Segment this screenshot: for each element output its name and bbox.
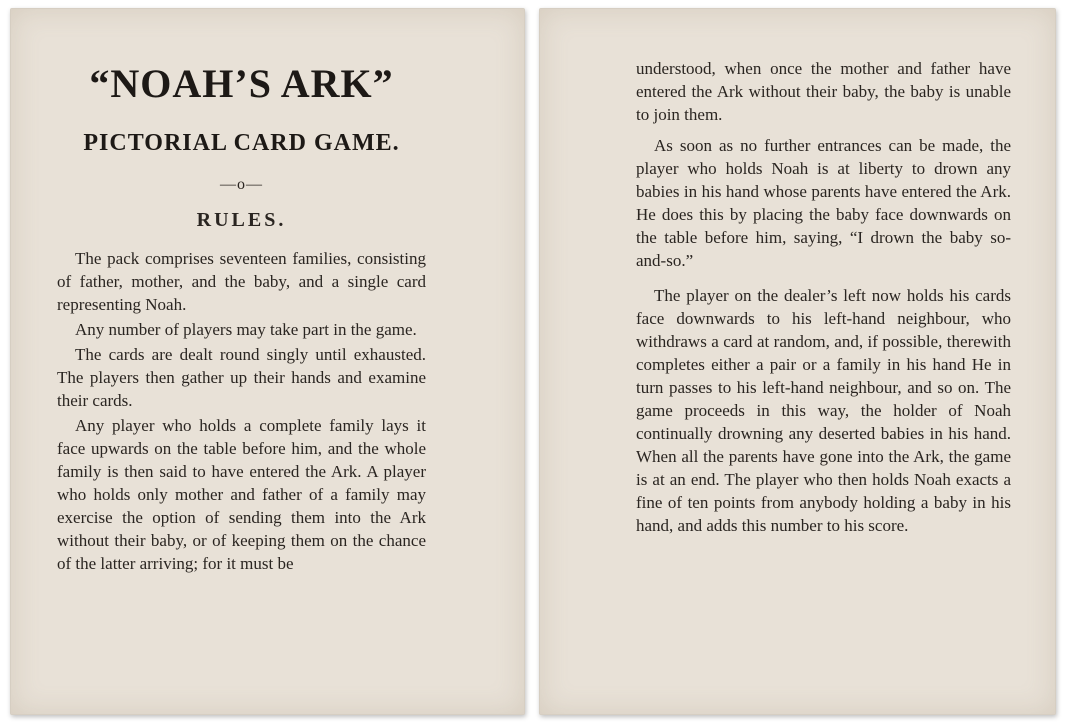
ornamental-divider: —o— [220,176,263,193]
rules-paragraph: The cards are dealt round singly until exhausted. The players then gather up their hands and examine their cards. [57,345,426,410]
rules-paragraph: Any number of players may take part in the game. [75,320,417,339]
rules-paragraph: Any player who holds a complete family lays it face upwards on the table before him, and the whole family is then said to have entered the Ark. A player who holds only mother and father of a family may exercise the option of sending them into the Ark without their baby, or of keeping them on the chance of the latter arriving; for it must be [57,416,426,573]
rules-card-front [10,8,525,715]
rules-paragraph: The pack comprises seventeen families, consisting of father, mother, and the baby, and a single card representing Noah. [57,249,426,314]
rules-card-back [539,8,1056,715]
rules-text-front [57,247,426,575]
rules-paragraph: As soon as no further entrances can be made, the player who holds Noah is at liberty to drown any babies in his hand whose parents have entered the Ark. He does this by placing the baby face downwards on the table before him, saying, “I drown the baby so-and-so.” [636,136,1011,270]
rules-heading: RULES. [196,209,287,231]
rules-paragraph: understood, when once the mother and father have entered the Ark without their baby, the baby is unable to join them. [636,59,1011,124]
game-title: “NOAH’S ARK” [89,61,394,106]
rules-text-back [636,57,1011,537]
game-subtitle: PICTORIAL CARD GAME. [83,130,400,156]
rules-paragraph: The player on the dealer’s left now holds his cards face downwards to his left-hand neighbour, who withdraws a card at random, and, if possible, therewith completes either a pair or a family in his hand He in turn passes to his left-hand neighbour, and so on. The game proceeds in this way, the holder of Noah continually drowning any deserted babies in his hand. When all the parents have gone into the Ark, the game is at an end. The player who then holds Noah exacts a fine of ten points from anybody holding a baby in his hand, and adds this number to his score. [636,286,1011,535]
